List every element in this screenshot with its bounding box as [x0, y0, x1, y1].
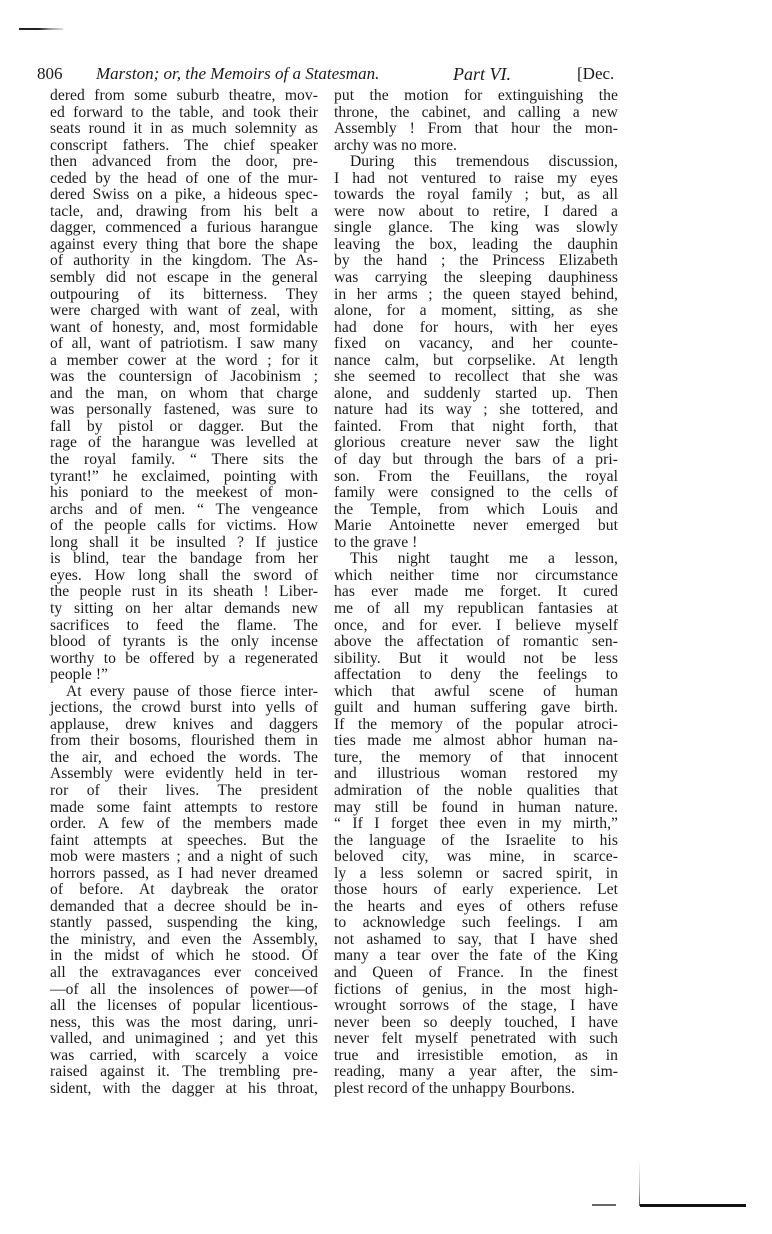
text-line: Marie Antoinette never emerged but	[334, 517, 618, 535]
text-line: to the grave !	[334, 533, 418, 551]
text-line: long shall it be insulted ? If justice	[50, 533, 318, 551]
text-line: leaving the box, leading the dauphin	[334, 235, 618, 253]
text-line: all the licenses of popular licentious-	[50, 997, 318, 1015]
text-line: made some faint attempts to restore	[50, 798, 318, 816]
text-line: of authority in the kingdom. The As-	[50, 252, 318, 270]
scan-edge-mark	[19, 28, 63, 30]
text-line: of before. At daybreak the orator	[50, 881, 318, 899]
text-line: were charged with want of zeal, with	[50, 302, 318, 320]
text-line: the royal family. “ There sits the	[50, 451, 318, 469]
text-line: has ever made me forget. It cured	[334, 583, 618, 601]
text-line: worthy to be offered by a regenerated	[50, 649, 318, 667]
text-line: blood of tyrants is the only incense	[50, 633, 318, 651]
text-line: rage of the harangue was levelled at	[50, 434, 318, 452]
text-line: was the countersign of Jacobinism ;	[50, 368, 318, 386]
text-line: throne, the cabinet, and calling a new	[334, 103, 618, 121]
text-line: If the memory of the popular atroci-	[334, 715, 618, 733]
text-line: never felt myself penetrated with such	[334, 1030, 618, 1048]
text-line: mob were masters ; and a night of such	[50, 848, 318, 866]
month-label: [Dec.	[577, 64, 615, 83]
text-line: which that awful scene of human	[334, 682, 618, 700]
text-line: glorious creature never saw the light	[334, 434, 618, 452]
text-line: and the man, on whom that charge	[50, 384, 318, 402]
text-line: the ministry, and even the Assembly,	[50, 930, 318, 948]
text-line: admiration of the noble qualities that	[334, 781, 618, 799]
text-line: archy was no more.	[334, 136, 458, 154]
text-line: dered Swiss on a pike, a hideous spec-	[50, 186, 318, 204]
running-head	[37, 64, 617, 84]
text-line: of the people calls for victims. How	[50, 517, 318, 535]
text-line: never been so deeply touched, I have	[334, 1013, 618, 1031]
text-line: ties made me almost abhor human na-	[334, 732, 618, 750]
text-line: the hearts and eyes of others refuse	[334, 897, 618, 915]
text-line: dered from some suburb theatre, mov-	[50, 87, 318, 104]
page-number: 806	[37, 64, 63, 83]
text-line: Assembly were evidently held in ter-	[50, 765, 318, 783]
text-line: horrors passed, as I had never dreamed	[50, 864, 318, 882]
text-line: fainted. From that night forth, that	[334, 417, 618, 435]
text-line: his poniard to the meekest of mon-	[50, 484, 318, 502]
text-line: sacrifices to feed the flame. The	[50, 616, 318, 634]
text-line: and illustrious woman restored my	[334, 765, 618, 783]
text-line: me of all my republican fantasies at	[334, 599, 618, 617]
text-line: in her arms ; the queen stayed behind,	[334, 285, 618, 303]
text-line: ror of their lives. The president	[50, 781, 318, 799]
text-line: had done for hours, with her eyes	[334, 318, 618, 336]
text-line: —of all the insolences of power—of	[50, 980, 318, 998]
text-line: was carried, with scarcely a voice	[50, 1046, 318, 1064]
text-line: This night taught me a lesson,	[350, 550, 618, 568]
text-line: At every pause of those fierce inter-	[66, 682, 318, 700]
text-line: then advanced from the door, pre-	[50, 153, 318, 171]
text-line: in the midst of which he stood. Of	[50, 947, 318, 965]
text-line: the people rust in its sheath ! Liber-	[50, 583, 318, 601]
text-line: dagger, commenced a furious harangue	[50, 219, 318, 237]
text-line: the language of the Israelite to his	[334, 831, 618, 849]
text-line: sembly did not escape in the general	[50, 269, 318, 287]
text-line: family were consigned to the cells of	[334, 484, 618, 502]
text-line: seats round it in as much solemnity as	[50, 120, 318, 138]
text-line: she seemed to recollect that she was	[334, 368, 618, 386]
scan-edge-mark	[592, 1204, 616, 1206]
text-line: the air, and echoed the words. The	[50, 748, 318, 766]
right-text-column	[334, 88, 618, 1097]
text-line: of day but through the bars of a pri-	[334, 451, 618, 469]
text-line: fictions of genius, in the most high-	[334, 980, 618, 998]
text-line: were now about to retire, I dared a	[334, 202, 618, 220]
text-line: alone, and suddenly started up. Then	[334, 384, 618, 402]
text-line: those hours of early experience. Let	[334, 881, 618, 899]
text-line: affectation to deny the feelings to	[334, 666, 618, 684]
text-line: once, and for ever. I believe myself	[334, 616, 618, 634]
text-line: eyes. How long shall the sword of	[50, 566, 318, 584]
text-line: “ If I forget thee even in my mirth,”	[334, 815, 618, 833]
text-line: people !”	[50, 666, 109, 684]
text-line: ed forward to the table, and took their	[50, 103, 318, 121]
text-line: many a tear over the fate of the King	[334, 947, 618, 965]
part-label: Part VI.	[453, 64, 511, 84]
text-line: wrought sorrows of the stage, I have	[334, 997, 618, 1015]
text-line: valled, and unimagined ; and yet this	[50, 1030, 318, 1048]
text-line: which neither time nor circumstance	[334, 566, 618, 584]
text-line: the Temple, from which Louis and	[334, 500, 618, 518]
text-line: tyrant!” he exclaimed, pointing with	[50, 467, 318, 485]
text-line: not ashamed to say, that I have shed	[334, 930, 618, 948]
text-line: demanded that a decree should be in-	[50, 897, 318, 915]
text-line: fall by pistol or dagger. But the	[50, 417, 318, 435]
text-line: alone, for a moment, sitting, as she	[334, 302, 618, 320]
text-line: sibility. But it would not be less	[334, 649, 618, 667]
text-line: sident, with the dagger at his throat,	[50, 1079, 318, 1097]
text-line: tacle, and, drawing from his belt a	[50, 202, 318, 220]
text-line: and Queen of France. In the finest	[334, 963, 618, 981]
text-line: archs and of men. “ The vengeance	[50, 500, 318, 518]
text-line: towards the royal family ; but, as all	[334, 186, 618, 204]
text-line: reading, many a year after, the sim-	[334, 1063, 618, 1081]
text-line: nance calm, but corpselike. At length	[334, 351, 618, 369]
text-line: want of honesty, and, most formidable	[50, 318, 318, 336]
text-line: single glance. The king was slowly	[334, 219, 618, 237]
text-line: true and irresistible emotion, as in	[334, 1046, 618, 1064]
text-line: ture, the memory of that innocent	[334, 748, 618, 766]
text-line: ly a less solemn or sacred spirit, in	[334, 864, 618, 882]
text-line: was personally fastened, was sure to	[50, 401, 318, 419]
text-line: is blind, tear the bandage from her	[50, 550, 318, 568]
text-line: raised against it. The trembling pre-	[50, 1063, 318, 1081]
text-line: may still be found in human nature.	[334, 798, 618, 816]
text-line: Assembly ! From that hour the mon-	[334, 120, 618, 138]
text-line: During this tremendous discussion,	[350, 153, 618, 171]
text-line: faint attempts at speeches. But the	[50, 831, 318, 849]
text-line: ty sitting on her altar demands new	[50, 599, 318, 617]
text-line: fixed on vacancy, and her counte-	[334, 335, 618, 353]
text-line: above the affectation of romantic sen-	[334, 633, 618, 651]
text-line: outpouring of its bitterness. They	[50, 285, 318, 303]
text-line: conscript fathers. The chief speaker	[50, 136, 318, 154]
text-line: son. From the Feuillans, the royal	[334, 467, 618, 485]
scan-edge-mark	[639, 1160, 640, 1206]
text-line: all the extravagances ever conceived	[50, 963, 318, 981]
text-line: from their bosoms, flourished them in	[50, 732, 318, 750]
text-line: nature had its way ; she tottered, and	[334, 401, 618, 419]
text-line: stantly passed, suspending the king,	[50, 914, 318, 932]
text-line: beloved city, was mine, in scarce-	[334, 848, 618, 866]
text-line: I had not ventured to raise my eyes	[334, 169, 618, 187]
left-text-column	[50, 88, 318, 1097]
text-line: was carrying the sleeping dauphiness	[334, 269, 618, 287]
text-line: by the hand ; the Princess Elizabeth	[334, 252, 618, 270]
text-line: applause, drew knives and daggers	[50, 715, 318, 733]
text-line: of all, want of patriotism. I saw many	[50, 335, 318, 353]
text-line: put the motion for extinguishing the	[334, 87, 618, 104]
text-line: plest record of the unhappy Bourbons.	[334, 1079, 575, 1097]
text-line: ness, this was the most daring, unri-	[50, 1013, 318, 1031]
text-line: order. A few of the members made	[50, 815, 318, 833]
text-line: jections, the crowd burst into yells of	[50, 699, 318, 717]
text-line: against every thing that bore the shape	[50, 235, 318, 253]
text-line: guilt and human suffering gave birth.	[334, 699, 618, 717]
text-line: a member cower at the word ; for it	[50, 351, 318, 369]
running-title: Marston; or, the Memoirs of a Statesman.	[96, 64, 380, 83]
scan-edge-mark	[640, 1204, 746, 1207]
text-line: ceded by the head of one of the mur-	[50, 169, 318, 187]
text-line: to acknowledge such feelings. I am	[334, 914, 618, 932]
